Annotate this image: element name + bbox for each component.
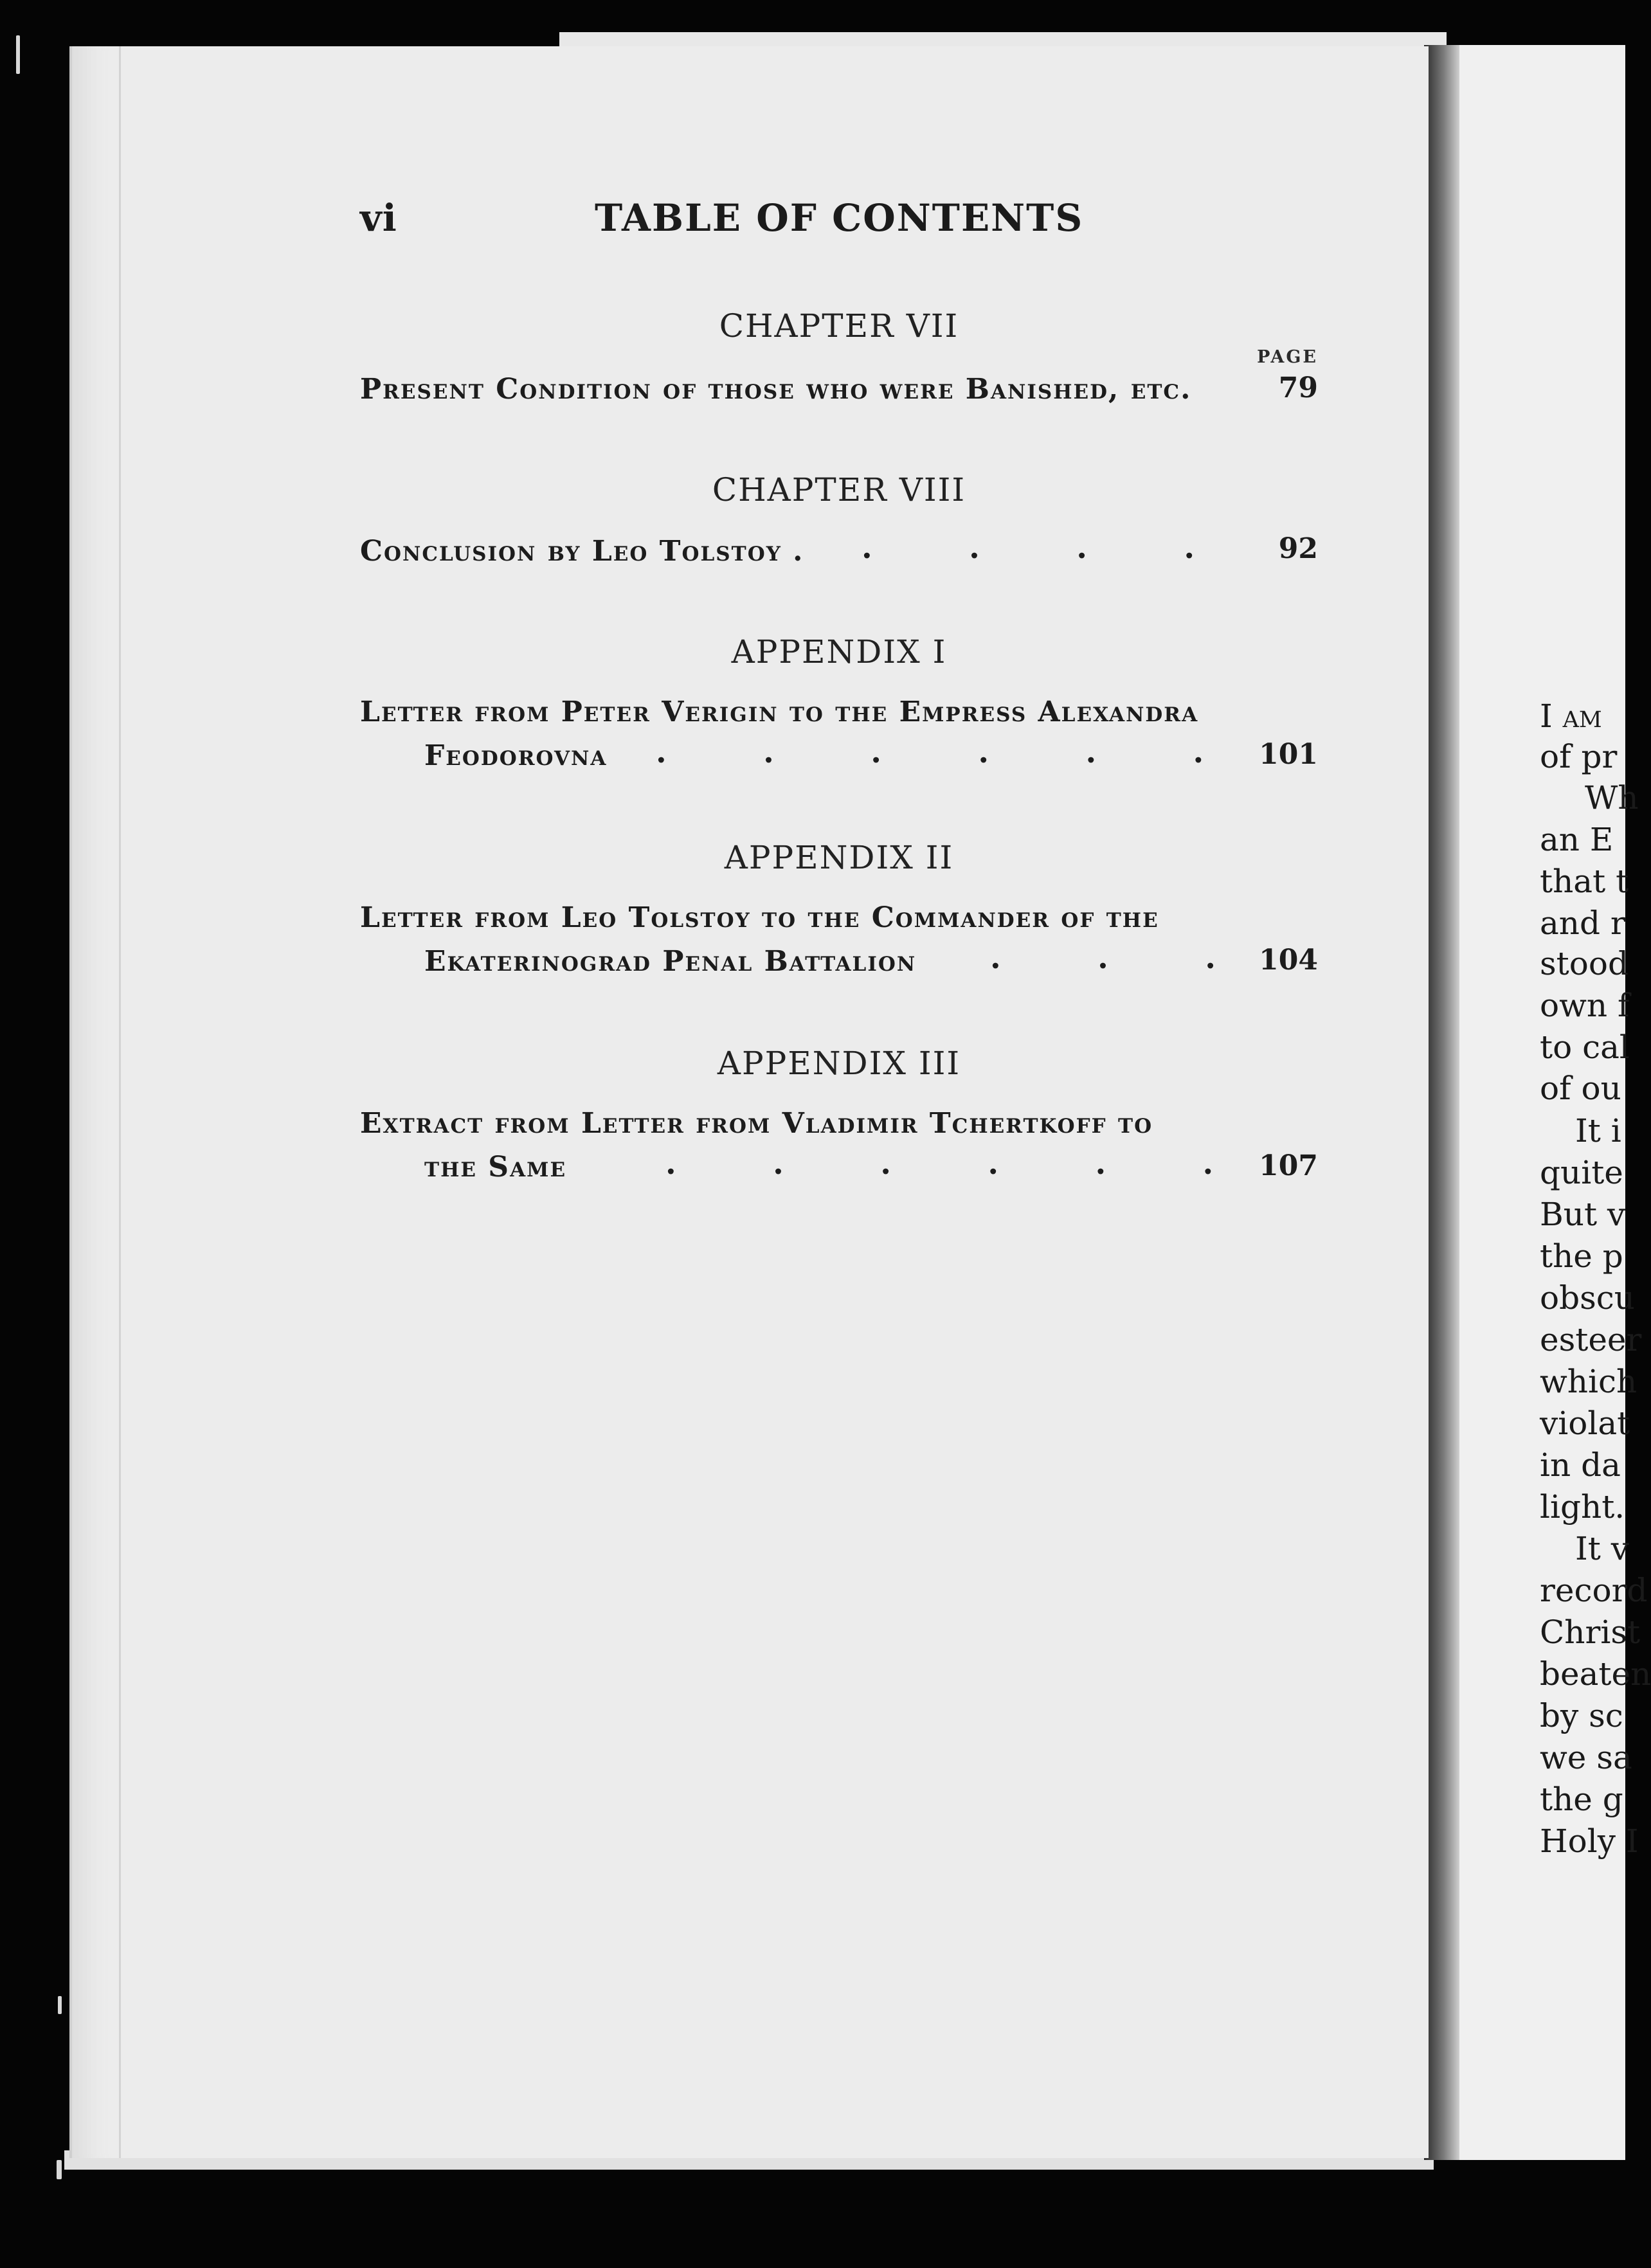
dot-leaders: . . . — [990, 940, 1216, 976]
section-heading: CHAPTER VIII — [712, 471, 966, 509]
toc-entry-title-continued: the Same — [424, 1151, 567, 1184]
facing-page-line: esteer — [1540, 1321, 1642, 1358]
facing-page-line: It v — [1575, 1530, 1629, 1567]
page-column-label: PAGE — [1257, 347, 1318, 367]
facing-page-line: Christ — [1540, 1614, 1641, 1651]
running-head: TABLE OF CONTENTS — [595, 196, 1084, 240]
facing-page-line: of pr — [1540, 738, 1618, 775]
facing-page-line: I am — [1540, 698, 1602, 735]
toc-entry-title-continued: Feodorovna — [424, 739, 608, 772]
toc-entry-page: 107 — [1259, 1149, 1318, 1182]
facing-page-line: an E — [1540, 821, 1614, 858]
page-inner-margin-line — [119, 46, 121, 2158]
facing-page-line: It i — [1575, 1112, 1621, 1149]
facing-page-line: light. — [1540, 1488, 1625, 1526]
facing-page-line: the g — [1540, 1781, 1623, 1818]
toc-entry-title: Letter from Leo Tolstoy to the Commander of the — [360, 901, 1159, 934]
facing-page-line: stood — [1540, 945, 1628, 982]
facing-page-line: obscu — [1540, 1279, 1635, 1317]
book-page — [69, 46, 1429, 2158]
facing-page-line: and r — [1540, 905, 1626, 942]
page-number: vi — [360, 196, 397, 240]
toc-entry-title: Letter from Peter Verigin to the Empress Alexandra — [360, 696, 1199, 728]
toc-entry-page: 101 — [1259, 738, 1318, 771]
facing-page-line: Holy I — [1540, 1823, 1639, 1860]
section-heading: APPENDIX III — [717, 1045, 961, 1082]
facing-page-line: to cal — [1540, 1029, 1630, 1066]
facing-page-line: of ou — [1540, 1070, 1621, 1107]
dot-leaders: . . . . . . — [656, 734, 1204, 770]
section-heading: APPENDIX I — [731, 633, 947, 670]
facing-page-line: in da — [1540, 1446, 1621, 1484]
facing-page-line: quite — [1540, 1154, 1623, 1191]
facing-page-line: record — [1540, 1572, 1648, 1609]
toc-entry-title-continued: Ekaterinograd Penal Battalion — [424, 945, 917, 978]
scan-mark — [57, 2160, 62, 2179]
section-heading: APPENDIX II — [724, 839, 954, 876]
facing-page-line: the p — [1540, 1238, 1623, 1275]
facing-page-line: we sa — [1540, 1739, 1632, 1776]
toc-entry-title: Present Condition of those who were Banished, etc. — [360, 373, 1192, 406]
facing-page-line: which — [1540, 1363, 1637, 1400]
toc-entry-page: 92 — [1278, 532, 1318, 565]
book-spine-shadow — [1424, 45, 1459, 2160]
facing-page-line: beaten — [1540, 1655, 1651, 1693]
facing-page-line: But v — [1540, 1196, 1626, 1233]
section-heading: CHAPTER VII — [719, 307, 959, 345]
facing-page-line: violat — [1540, 1405, 1630, 1442]
dot-leaders: . . . . . . — [665, 1146, 1214, 1182]
toc-entry-title: Conclusion by Leo Tolstoy . — [360, 535, 804, 568]
scan-mark — [58, 1996, 62, 2014]
toc-entry-page: 104 — [1259, 944, 1318, 977]
facing-page-line: that t — [1540, 863, 1629, 900]
scan-mark — [16, 35, 20, 74]
toc-entry-title: Extract from Letter from Vladimir Tchertkoff to — [360, 1107, 1153, 1140]
toc-entry-page: 79 — [1278, 372, 1318, 404]
dot-leaders: . . . . — [862, 530, 1195, 566]
facing-page-line: own f — [1540, 987, 1630, 1024]
facing-page-line: by sc — [1540, 1697, 1623, 1734]
facing-page-line: Wh — [1585, 779, 1639, 816]
